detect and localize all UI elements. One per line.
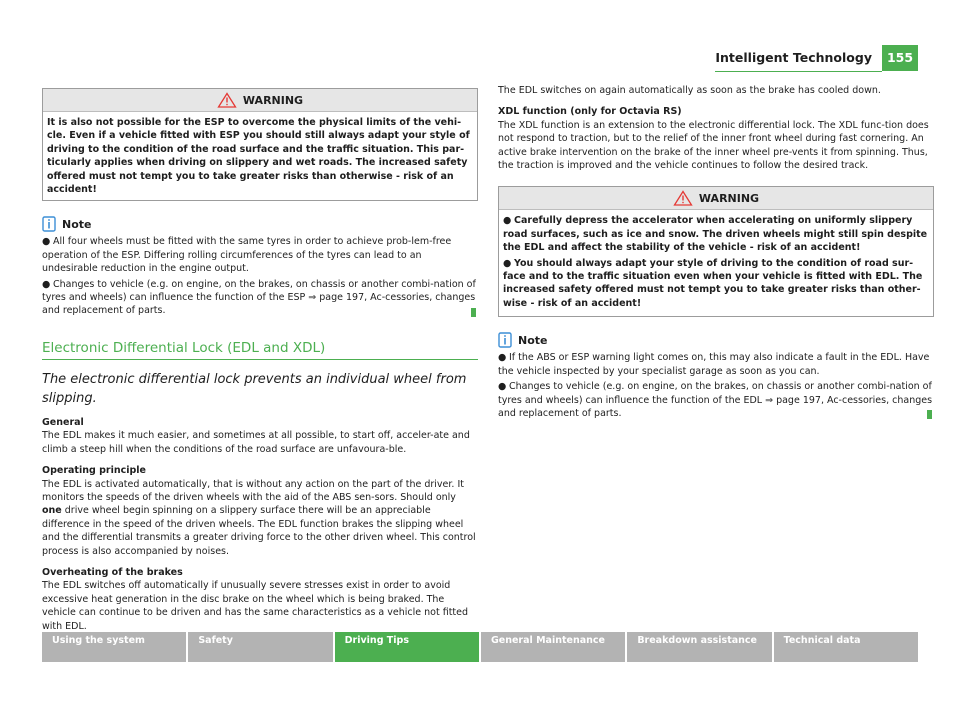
note-label: Note: [518, 333, 548, 347]
xdl-text: The XDL function is an extension to the electronic differential lock. The XDL func-tion does not respond to traction, but to the relief of the inner front wheel during fast cornering. An active brake intervention on the brake of the inner wheel pre-vents it from spinning. Thus, the traction is improved and the vehicle continues to follow the desired track.: [498, 119, 929, 172]
warning-triangle-icon: [673, 190, 693, 206]
operating-text-part: The EDL is activated automatically, that is without any action on the part of the driver. It monitors the speeds of the driven wheels with the aid of the ABS sen-sors. Should only: [42, 478, 464, 503]
bullet: ●: [503, 257, 512, 269]
warning-item: [503, 214, 929, 254]
tab-using-the-system[interactable]: Using the system: [42, 632, 186, 662]
tab-driving-tips[interactable]: Driving Tips: [335, 632, 479, 662]
tab-technical-data[interactable]: Technical data: [774, 632, 918, 662]
chapter-nav: [42, 632, 918, 662]
section-end-mark: [471, 308, 476, 317]
note-item-text: Changes to vehicle (e.g. on engine, on the brakes, on chassis or another combi-nation of tyres and wheels) can influence the function of the ESP ⇒ page 197, Ac-cessories, changes and replacement of parts.: [42, 278, 476, 317]
warning-body: [43, 112, 477, 200]
note-item: [498, 380, 934, 420]
tab-breakdown-assistance[interactable]: Breakdown assistance: [627, 632, 771, 662]
note-item-text: Changes to vehicle (e.g. on engine, on the brakes, on chassis or another combi-nation of tyres and wheels) can influence the function of the EDL ⇒ page 197, Ac-cessories, changes and replacement of parts.: [498, 381, 933, 419]
section-intro: The electronic differential lock prevents an individual wheel from slipping.: [42, 371, 467, 406]
warning-text: It is also not possible for the ESP to overcome the physical limits of the vehi-cle. Even if a vehicle fitted with ESP you should still always adapt your style of driving to the condition of the road surface and the traffic situation. This par-ticularly applies when driving on slippery and wet roads. The increased safety offered must not tempt you to take greater risks than otherwise - risk of an accident!: [47, 117, 470, 196]
warning-item-text: Carefully depress the accelerator when accelerating on uniformly slippery road surfaces, such as ice and snow. The driven wheels might still spin despite the EDL and affect the stability of the vehicle - risk of an accident!: [503, 215, 928, 254]
right-column: [498, 84, 934, 422]
note-info-icon: [42, 216, 56, 232]
note-label: Note: [62, 217, 92, 231]
note-item-text: If the ABS or ESP warning light comes on, this may also indicate a fault in the EDL. Have the vehicle inspected by your specialist garage as soon as you can.: [498, 352, 930, 377]
warning-header: [499, 187, 933, 210]
bullet: ●: [498, 381, 507, 393]
section-title: Electronic Differential Lock (EDL and XDL): [42, 340, 478, 360]
note-item-text: All four wheels must be fitted with the same tyres in order to achieve prob-lem-free operation of the ESP. Differing rolling circumferences of the tyres can lead to an undesirable reduction in the engine output.: [42, 236, 452, 275]
edl-warning-box: [498, 186, 934, 317]
note-item: [42, 235, 478, 275]
warning-item: [503, 257, 929, 311]
bullet: ●: [42, 278, 51, 290]
operating-heading: Operating principle: [42, 465, 146, 477]
page-header: [715, 44, 918, 72]
esp-warning-box: [42, 88, 478, 201]
warning-item-text: You should always adapt your style of driving to the condition of road sur-face and to the traffic situation even when your vehicle is fitted with EDL. The increased safety offered must not tempt you to take greater risks than other-wise - risk of an accident!: [503, 257, 923, 309]
overheating-heading: Overheating of the brakes: [42, 566, 183, 578]
warning-triangle-icon: [217, 92, 237, 108]
general-heading: General: [42, 416, 84, 428]
warning-header: [43, 89, 477, 112]
xdl-heading: XDL function (only for Octavia RS): [498, 106, 682, 118]
note-item: [498, 351, 934, 378]
note-info-icon: [498, 332, 512, 348]
section-end-mark: [927, 410, 932, 419]
warning-body: [499, 210, 933, 316]
bullet: ●: [42, 236, 51, 248]
warning-label: WARNING: [242, 93, 304, 107]
left-column: [42, 88, 478, 633]
operating-emphasis: one: [42, 505, 62, 517]
page-number: 155: [882, 45, 918, 71]
overheating-text: The EDL switches off automatically if unusually severe stresses exist in order to avoid excessive heat generation in the disc brake on the wheel which is being braked. The vehicle can continue to be driven and has the same characteristics as a vehicle not fitted with EDL.: [42, 580, 469, 632]
edl-on-text: The EDL switches on again automatically as soon as the brake has cooled down.: [498, 85, 881, 96]
note-item: [42, 278, 478, 318]
operating-text-part: drive wheel begin spinning on a slippery surface there will be an appreciable difference in the speed of the driven wheels. The EDL function brakes the slipping wheel and the differential transmits a greater driving force to the other driven wheel. This control process is also accompanied by noises.: [42, 505, 476, 557]
general-text: The EDL makes it much easier, and sometimes at all possible, to start off, acceler-ate and climb a steep hill when the conditions of the road surface are unfavoura-ble.: [42, 430, 470, 455]
operating-text: [42, 478, 478, 558]
esp-note: [42, 215, 478, 317]
warning-label: WARNING: [698, 191, 760, 205]
note-header: [498, 331, 934, 349]
tab-safety[interactable]: Safety: [188, 632, 332, 662]
note-header: [42, 215, 478, 233]
bullet: ●: [503, 215, 512, 227]
edl-note: [498, 331, 934, 420]
tab-general-maintenance[interactable]: General Maintenance: [481, 632, 625, 662]
chapter-title: Intelligent Technology: [715, 45, 882, 72]
bullet: ●: [498, 352, 507, 364]
